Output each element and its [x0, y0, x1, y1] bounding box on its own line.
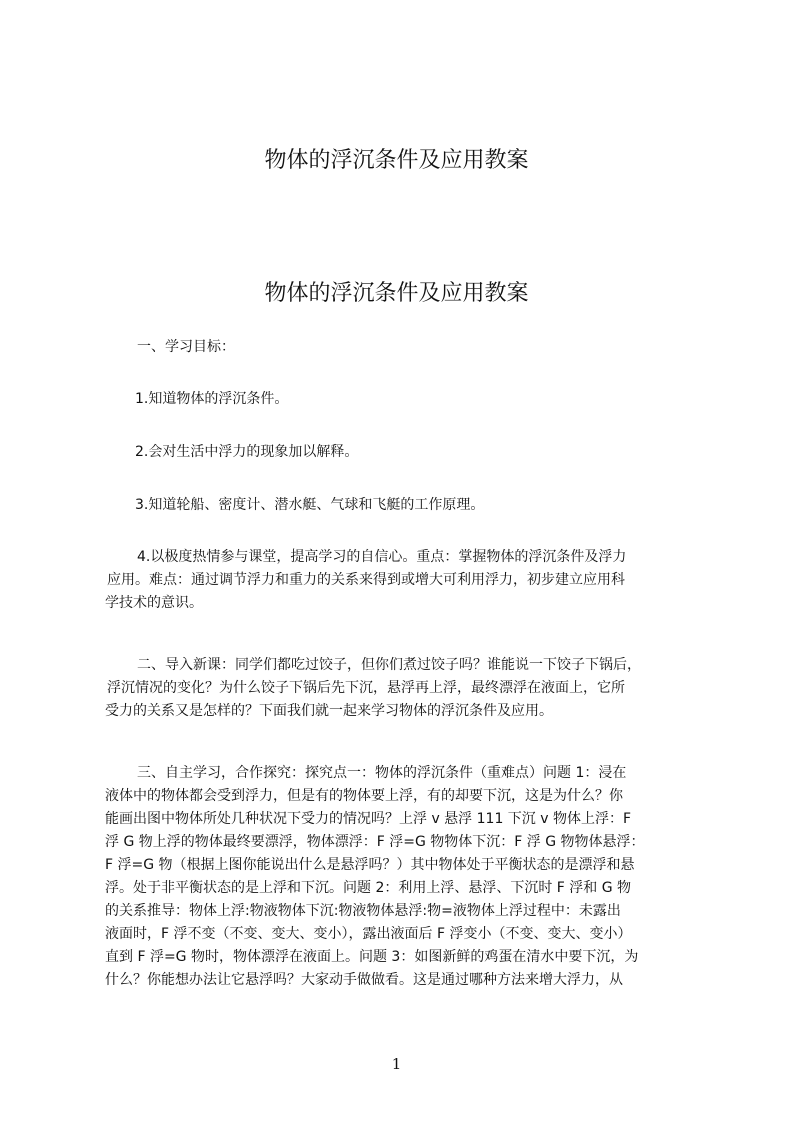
goal-2: 2.会对生活中浮力的现象加以解释。 — [135, 444, 359, 460]
section3-line: F 浮=G 物（根据上图你能说出什么是悬浮吗？）其中物体处于平衡状态的是漂浮和悬 — [105, 857, 635, 873]
section3-line: 液体中的物体都会受到浮力，但是有的物体要上浮，有的却要下沉，这是为什么？你 — [105, 788, 623, 804]
section3-line: 液面时，F 浮不变（不变、变大、变小），露出液面后 F 浮变小（不变、变大、变小） — [105, 926, 632, 942]
goal-4-paragraph — [105, 546, 705, 615]
goal-4-line: 4.以极度热情参与课堂，提高学习的自信心。重点：掌握物体的浮沉条件及浮力 — [137, 549, 627, 565]
goal-1: 1.知道物体的浮沉条件。 — [135, 391, 289, 407]
goal-3: 3.知道轮船、密度计、潜水艇、气球和飞艇的工作原理。 — [135, 497, 485, 513]
section2-paragraph — [105, 654, 705, 723]
section3-paragraph — [105, 762, 705, 992]
section3-line: 能画出图中物体所处几种状况下受力的情况吗？上浮 v 悬浮 111 下沉 v 物体上浮：F — [105, 811, 632, 827]
section1-heading: 一、学习目标： — [137, 339, 235, 355]
goal-4-line: 学技术的意识。 — [105, 595, 203, 611]
section3-line: 的关系推导：物体上浮:物液物体下沉:物液物体悬浮:物=液物体上浮过程中：未露出 — [105, 903, 621, 919]
section2-line: 二、导入新课：同学们都吃过饺子，但你们煮过饺子吗？谁能说一下饺子下锅后， — [137, 657, 641, 673]
main-title: 物体的浮沉条件及应用教案 — [264, 281, 529, 306]
section2-line: 受力的关系又是怎样的？下面我们就一起来学习物体的浮沉条件及应用。 — [105, 703, 553, 719]
goal-4-line: 应用。难点：通过调节浮力和重力的关系来得到或增大可利用浮力，初步建立应用科 — [107, 572, 625, 588]
section2-line: 浮沉情况的变化？为什么饺子下锅后先下沉，悬浮再上浮，最终漂浮在液面上，它所 — [107, 680, 625, 696]
section3-line: 浮。处于非平衡状态的是上浮和下沉。问题 2：利用上浮、悬浮、下沉时 F 浮和 G 物 — [105, 880, 632, 896]
header-title: 物体的浮沉条件及应用教案 — [264, 148, 529, 173]
section3-line: 三、自主学习，合作探究：探究点一：物体的浮沉条件（重难点）问题 1：浸在 — [137, 765, 627, 781]
section3-line: 直到 F 浮=G 物时，物体漂浮在液面上。问题 3：如图新鲜的鸡蛋在清水中要下沉，为 — [105, 949, 639, 965]
page-number: 1 — [391, 1055, 402, 1073]
section3-line: 什么？你能想办法让它悬浮吗？大家动手做做看。这是通过哪种方法来增大浮力，从 — [105, 972, 623, 988]
section3-line: 浮 G 物上浮的物体最终要漂浮，物体漂浮：F 浮=G 物物体下沉：F 浮 G 物物体悬浮： — [105, 834, 645, 850]
